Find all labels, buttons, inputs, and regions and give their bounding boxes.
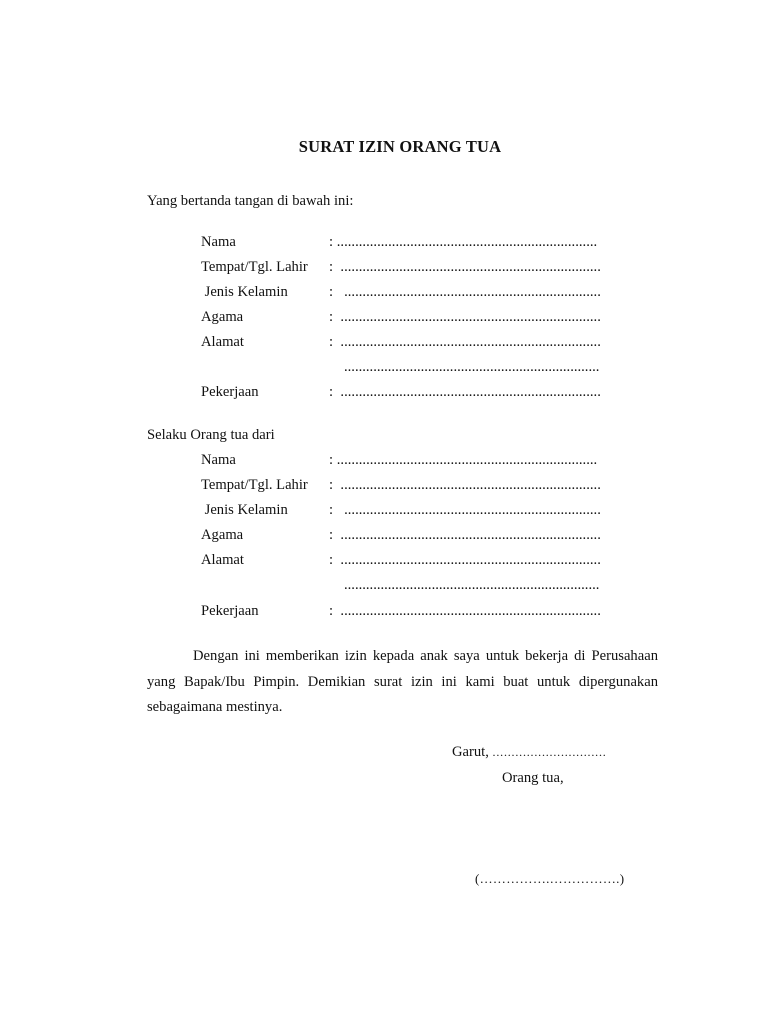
field-label: Agama	[201, 527, 244, 543]
field-blank: : .......................................................................	[329, 334, 601, 350]
child-address-continuation: ......................................................................	[344, 577, 600, 593]
field-label: Jenis Kelamin	[201, 502, 288, 518]
field-blank: : .......................................................................	[329, 527, 601, 543]
signature-blank: (…………….…………….)	[475, 871, 625, 886]
field-blank: : .......................................................................	[329, 384, 601, 400]
field-label: Agama	[201, 309, 244, 325]
date-blank: ..............................	[492, 745, 607, 759]
parent-address-continuation: ......................................................................	[344, 359, 600, 375]
intro-text: Yang bertanda tangan di bawah ini:	[147, 193, 354, 209]
parent-occupation-row	[0, 384, 768, 404]
field-blank: : .......................................................................	[329, 552, 601, 568]
field-blank: : .......................................................................	[329, 603, 601, 619]
place-name: Garut,	[452, 744, 489, 760]
field-label: Tempat/Tgl. Lahir	[201, 477, 308, 493]
child-name-row	[0, 452, 768, 472]
field-blank: : ......................................................................	[329, 502, 601, 518]
child-occupation-row	[0, 603, 768, 623]
parent-gender-row	[0, 284, 768, 304]
parent-address-row	[0, 334, 768, 354]
field-label: Pekerjaan	[201, 603, 259, 619]
child-address-row	[0, 552, 768, 572]
field-label: Alamat	[201, 334, 244, 350]
child-gender-row	[0, 502, 768, 522]
field-label: Alamat	[201, 552, 244, 568]
signer-role: Orang tua,	[502, 770, 564, 786]
child-section-heading: Selaku Orang tua dari	[147, 427, 275, 443]
parent-name-row	[0, 234, 768, 254]
field-label: Pekerjaan	[201, 384, 259, 400]
field-blank: : .......................................................................	[329, 234, 598, 250]
parent-religion-row	[0, 309, 768, 329]
place-date-line	[452, 744, 607, 761]
field-blank: : .......................................................................	[329, 477, 601, 493]
field-label: Nama	[201, 234, 236, 250]
field-blank: : .......................................................................	[329, 259, 601, 275]
field-label: Nama	[201, 452, 236, 468]
field-label: Jenis Kelamin	[201, 284, 288, 300]
permission-statement: Dengan ini memberikan izin kepada anak saya untuk bekerja di Perusahaan yang Bapak/Ibu Pimpin. Demikian surat izin ini kami buat untuk dipergunakan sebagaimana mestinya.	[147, 648, 658, 715]
field-blank: : ......................................................................	[329, 284, 601, 300]
field-blank: : .......................................................................	[329, 452, 598, 468]
field-blank: : .......................................................................	[329, 309, 601, 325]
field-label: Tempat/Tgl. Lahir	[201, 259, 308, 275]
child-birth-row	[0, 477, 768, 497]
child-religion-row	[0, 527, 768, 547]
page-title: SURAT IZIN ORANG TUA	[298, 137, 502, 156]
parent-birth-row	[0, 259, 768, 279]
